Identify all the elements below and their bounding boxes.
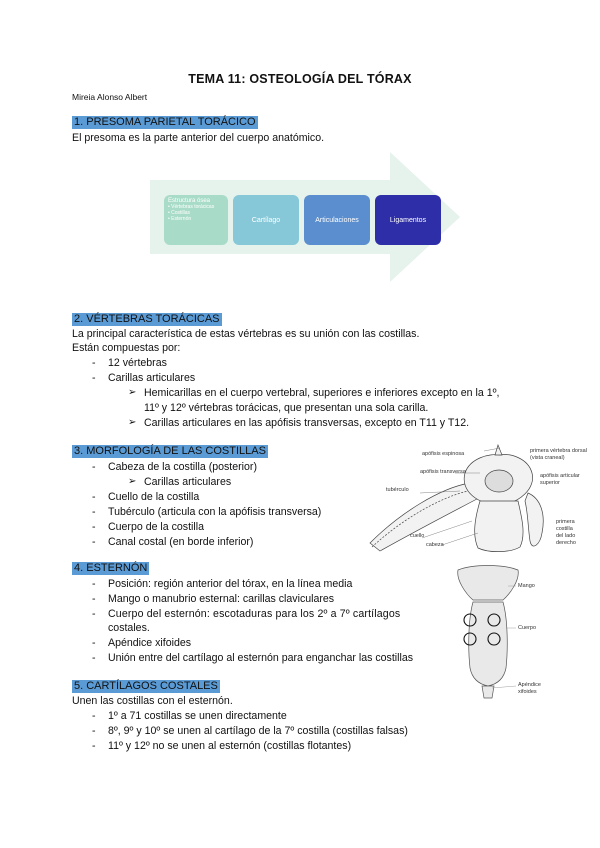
s3-item3: Tubérculo (articula con la apófisis transversa) xyxy=(108,506,322,518)
author: Mireia Alonso Albert xyxy=(72,92,148,102)
dash: - xyxy=(92,652,96,664)
label-costilla: costilla xyxy=(556,526,573,532)
s5-item2: 8º, 9º y 10º se unen al cartílago de la 7º costilla (costillas falsas) xyxy=(108,725,408,737)
s3-item5: Canal costal (en borde inferior) xyxy=(108,536,254,548)
dash: - xyxy=(92,506,96,518)
dash: - xyxy=(92,491,96,503)
s2-line1: La principal característica de estas vértebras es su unión con las costillas. xyxy=(72,328,420,340)
s3-item1: Cabeza de la costilla (posterior) xyxy=(108,461,257,473)
dash: - xyxy=(92,578,96,590)
s1-text: El presoma es la parte anterior del cuerpo anatómico. xyxy=(72,132,325,144)
arrow-bullet-icon: ➢ xyxy=(128,476,137,487)
box1-item: • Vértebras torácicas xyxy=(168,204,215,210)
diagram-box-estructura xyxy=(164,195,228,245)
dash: - xyxy=(92,725,96,737)
arrow-bullet-icon: ➢ xyxy=(128,417,137,428)
label-cuello: cuello xyxy=(410,533,425,539)
s4-item3b: costales. xyxy=(108,622,150,634)
label-cuerpo: Cuerpo xyxy=(518,625,537,631)
label-primera: primera xyxy=(556,519,575,525)
dash: - xyxy=(92,740,96,752)
label-apendice: Apéndice xyxy=(518,682,541,688)
s4-item4: Apéndice xifoides xyxy=(108,637,192,649)
s5-item1: 1º a 71 costillas se unen directamente xyxy=(108,710,287,722)
arrow-bullet-icon: ➢ xyxy=(128,387,137,398)
diagram-box-articulaciones: Articulaciones xyxy=(304,195,370,245)
s4-item2: Mango o manubrio esternal: carillas claviculares xyxy=(108,593,335,605)
dash: - xyxy=(92,710,96,722)
label-mango: Mango xyxy=(518,583,535,589)
section-4-heading: 4. ESTERNÓN xyxy=(74,562,148,574)
s2-sub1b: 11º y 12º vértebras torácicas, que presentan una sola carilla. xyxy=(144,402,429,414)
label-apofisis-articular: apófisis articular xyxy=(540,473,580,479)
label-primera-vertebra: primera vértebra dorsal xyxy=(530,448,587,454)
s2-item2: Carillas articulares xyxy=(108,372,196,384)
dash: - xyxy=(92,536,96,548)
section-3-heading: 3. MORFOLOGÍA DE LAS COSTILLAS xyxy=(74,445,266,457)
sternum-illustration xyxy=(448,560,568,705)
s2-line2: Están compuestas por: xyxy=(72,342,181,354)
dash: - xyxy=(92,521,96,533)
label-tuberculo: tubérculo xyxy=(386,487,409,493)
dash: - xyxy=(92,608,96,620)
label-apofisis-transversa: apófisis transversa xyxy=(420,469,466,475)
s3-item4: Cuerpo de la costilla xyxy=(108,521,204,533)
label-superior: superior xyxy=(540,480,560,486)
s2-item1: 12 vértebras xyxy=(108,357,167,369)
dash: - xyxy=(92,357,96,369)
sternum-figure xyxy=(448,560,568,705)
diagram-box-ligamentos: Ligamentos xyxy=(375,195,441,245)
label-xifoides: xifoides xyxy=(518,689,537,695)
page-title: TEMA 11: OSTEOLOGÍA DEL TÓRAX xyxy=(188,72,412,86)
s4-item3a: Cuerpo del esternón: escotaduras para los 2º a 7º cartílagos xyxy=(108,608,401,620)
vertebra-rib-figure xyxy=(360,443,592,555)
section-2-heading: 2. VÉRTEBRAS TORÁCICAS xyxy=(74,313,220,325)
box1-title: Estructura ósea xyxy=(168,198,211,204)
s4-item5: Unión entre del cartílago al esternón para enganchar las costillas xyxy=(108,652,414,664)
s2-sub2: Carillas articulares en las apófisis transversas, excepto en T11 y T12. xyxy=(144,417,470,429)
label-apofisis-espinosa: apófisis espinosa xyxy=(422,451,465,457)
s5-line1: Unen las costillas con el esternón. xyxy=(72,695,233,707)
box1-item: • Esternón xyxy=(168,216,192,222)
dash: - xyxy=(92,461,96,473)
box1-item: • Costillas xyxy=(168,210,191,216)
s2-sub1a: Hemicarillas en el cuerpo vertebral, superiores e inferiores excepto en la 1º, xyxy=(144,387,500,399)
label-cabeza: cabeza xyxy=(426,542,444,548)
dash: - xyxy=(92,637,96,649)
label-derecho: derecho xyxy=(556,540,576,546)
s4-item1: Posición: región anterior del tórax, en la línea media xyxy=(108,578,353,590)
label-vista-craneal: (vista craneal) xyxy=(530,455,565,461)
section-1-heading: 1. PRESOMA PARIETAL TORÁCICO xyxy=(74,116,256,128)
s3-sub1: Carillas articulares xyxy=(144,476,232,488)
diagram-box-cartilago: Cartílago xyxy=(233,195,299,245)
s5-item3: 11º y 12º no se unen al esternón (costillas flotantes) xyxy=(108,740,352,752)
section-5-heading: 5. CARTÍLAGOS COSTALES xyxy=(74,680,218,692)
dash: - xyxy=(92,593,96,605)
dash: - xyxy=(92,372,96,384)
s3-item2: Cuello de la costilla xyxy=(108,491,200,503)
label-del-lado: del lado xyxy=(556,533,576,539)
